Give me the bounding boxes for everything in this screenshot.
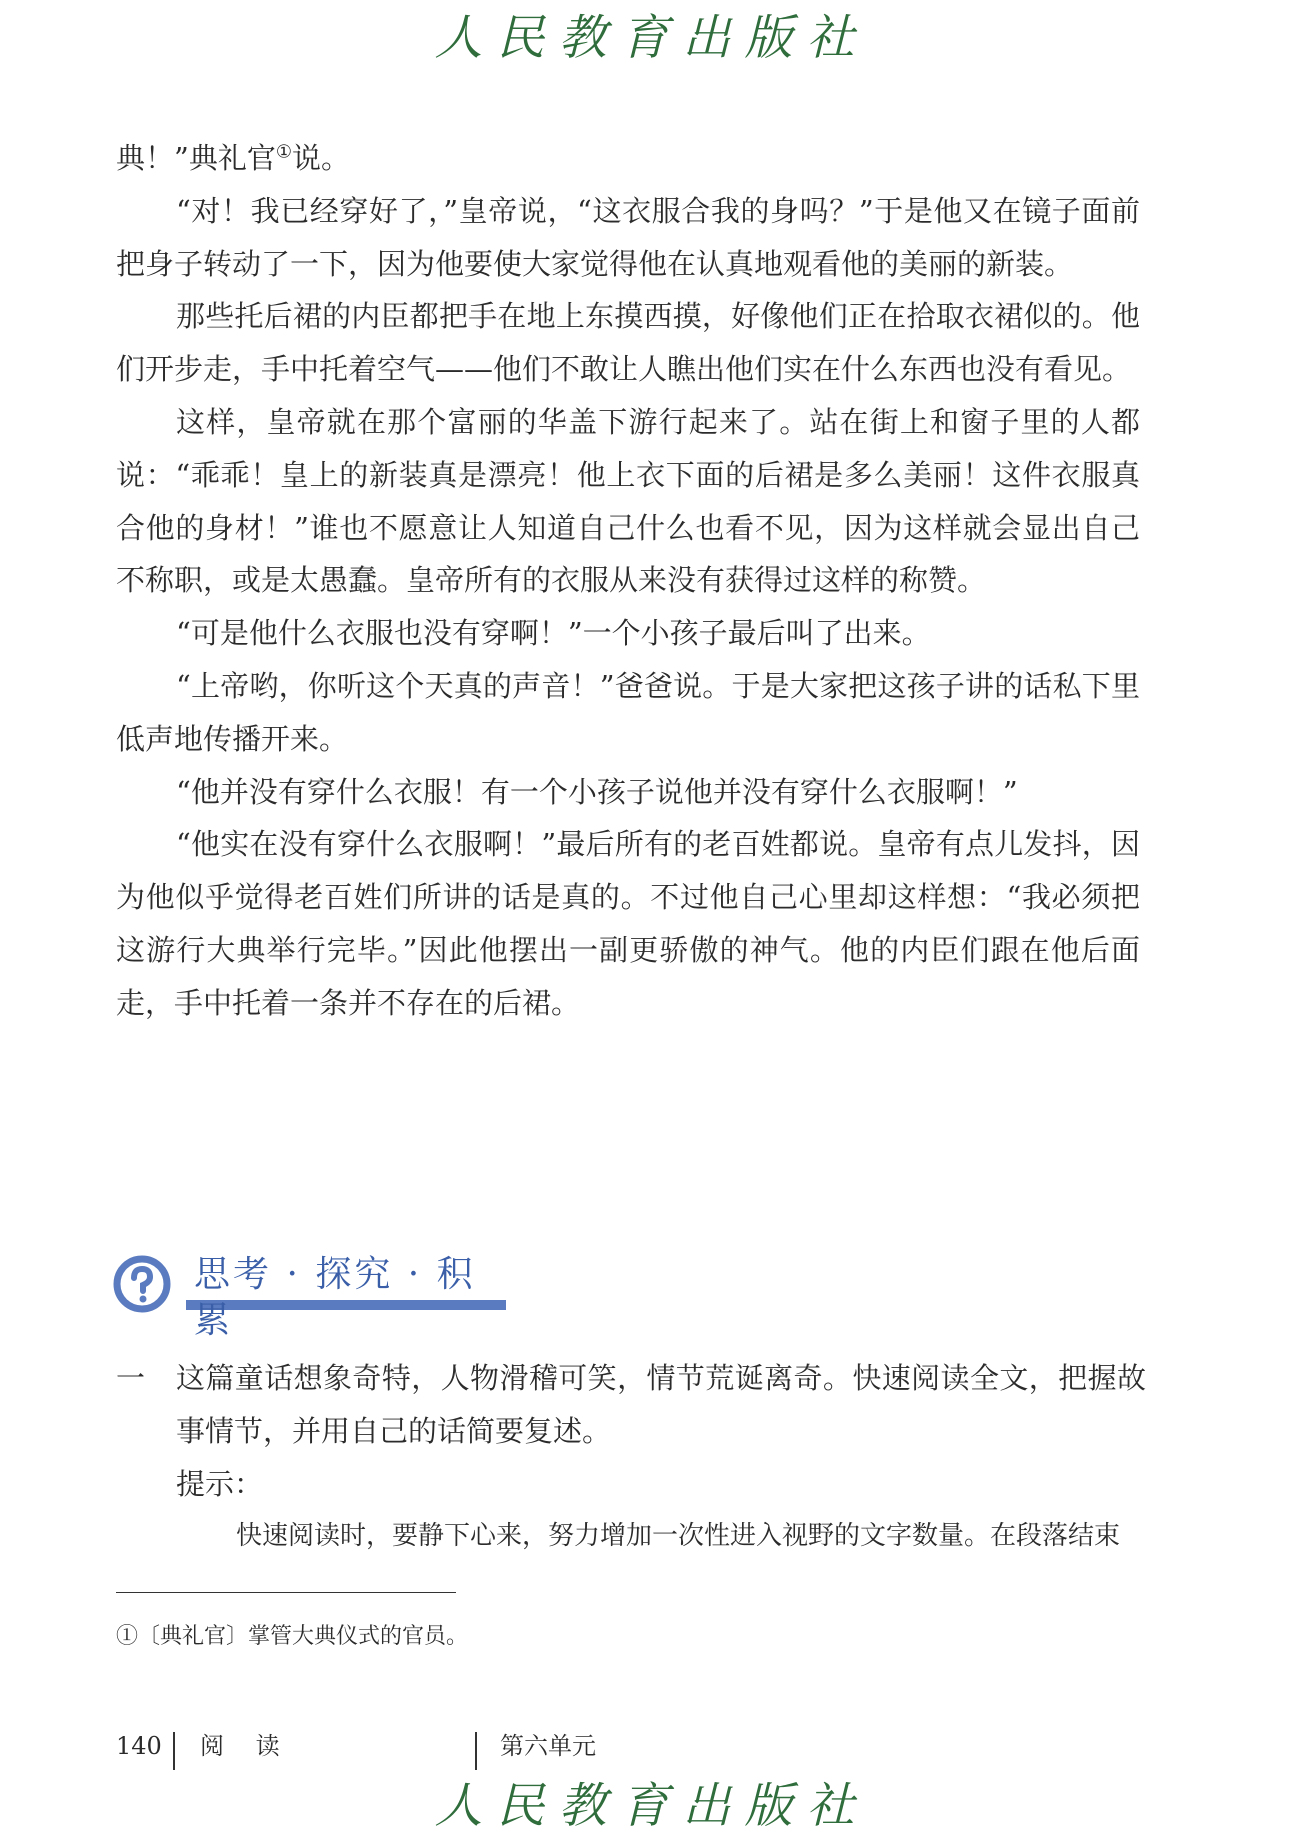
paragraph: 典！”典礼官①说。 [116, 141, 350, 175]
footer-section-label: 阅 读 [200, 1732, 292, 1760]
footer-divider [173, 1732, 175, 1770]
publisher-logo-bottom: 人民教育出版社 [434, 1778, 869, 1834]
footnote: ①〔典礼官〕掌管大典仪式的官员。 [116, 1624, 469, 1649]
hint-label: 提示： [176, 1466, 264, 1501]
footnote-ref[interactable]: ① [275, 141, 292, 163]
story-text [116, 132, 1140, 1030]
paragraph: 这样，皇帝就在那个富丽的华盖下游行起来了。站在街上和窗子里的人都说：“乖乖！皇上的新装真是漂亮！他上衣下面的后裙是多么美丽！这件衣服真合他的身材！”谁也不愿意让人知道自己什么也看不见，因为这样就会显出自己不称职，或是太愚蠢。皇帝所有的衣服从来没有获得过这样的称赞。 [116, 404, 1140, 598]
paragraph: 那些托后裙的内臣都把手在地上东摸西摸，好像他们正在拾取衣裙似的。他们开步走，手中托着空气——他们不敢让人瞧出他们实在什么东西也没有看见。 [116, 299, 1140, 387]
exercise-item [116, 1352, 1146, 1562]
paragraph: “对！我已经穿好了，”皇帝说，“这衣服合我的身吗？”于是他又在镜子面前把身子转动了一下，因为他要使大家觉得他在认真地观看他的美丽的新装。 [116, 193, 1140, 281]
question-circle-icon [112, 1254, 172, 1314]
exercise-number: 一 [116, 1361, 146, 1395]
hint-text: 快速阅读时，要静下心来，努力增加一次性进入视野的文字数量。在段落结束 [236, 1521, 1121, 1552]
paragraph: “可是他什么衣服也没有穿啊！”一个小孩子最后叫了出来。 [176, 616, 931, 651]
section-header [112, 1246, 512, 1341]
page-number: 140 [116, 1732, 162, 1760]
footer-divider [475, 1732, 477, 1770]
publisher-logo-top: 人民教育出版社 [434, 10, 869, 66]
paragraph: “他并没有穿什么衣服！有一个小孩子说他并没有穿什么衣服啊！” [176, 774, 1018, 809]
exercise-text: 这篇童话想象奇特，人物滑稽可笑，情节荒诞离奇。快速阅读全文，把握故事情节，并用自己的话简要复述。 [176, 1361, 1146, 1448]
paragraph: “他实在没有穿什么衣服啊！”最后所有的老百姓都说。皇帝有点儿发抖，因为他似乎觉得老百姓们所讲的话是真的。不过他自己心里却这样想：“我必须把这游行大典举行完毕。”因此他摆出一副更骄傲的神气。他的内臣们跟在他后面走，手中托着一条并不存在的后裙。 [116, 827, 1140, 1020]
section-title: 思考 · 探究 · 积累 [194, 1254, 476, 1341]
footnote-divider [116, 1592, 456, 1593]
footer-unit-label: 第六单元 [500, 1732, 596, 1760]
paragraph: “上帝哟，你听这个天真的声音！”爸爸说。于是大家把这孩子讲的话私下里低声地传播开来。 [116, 668, 1140, 756]
